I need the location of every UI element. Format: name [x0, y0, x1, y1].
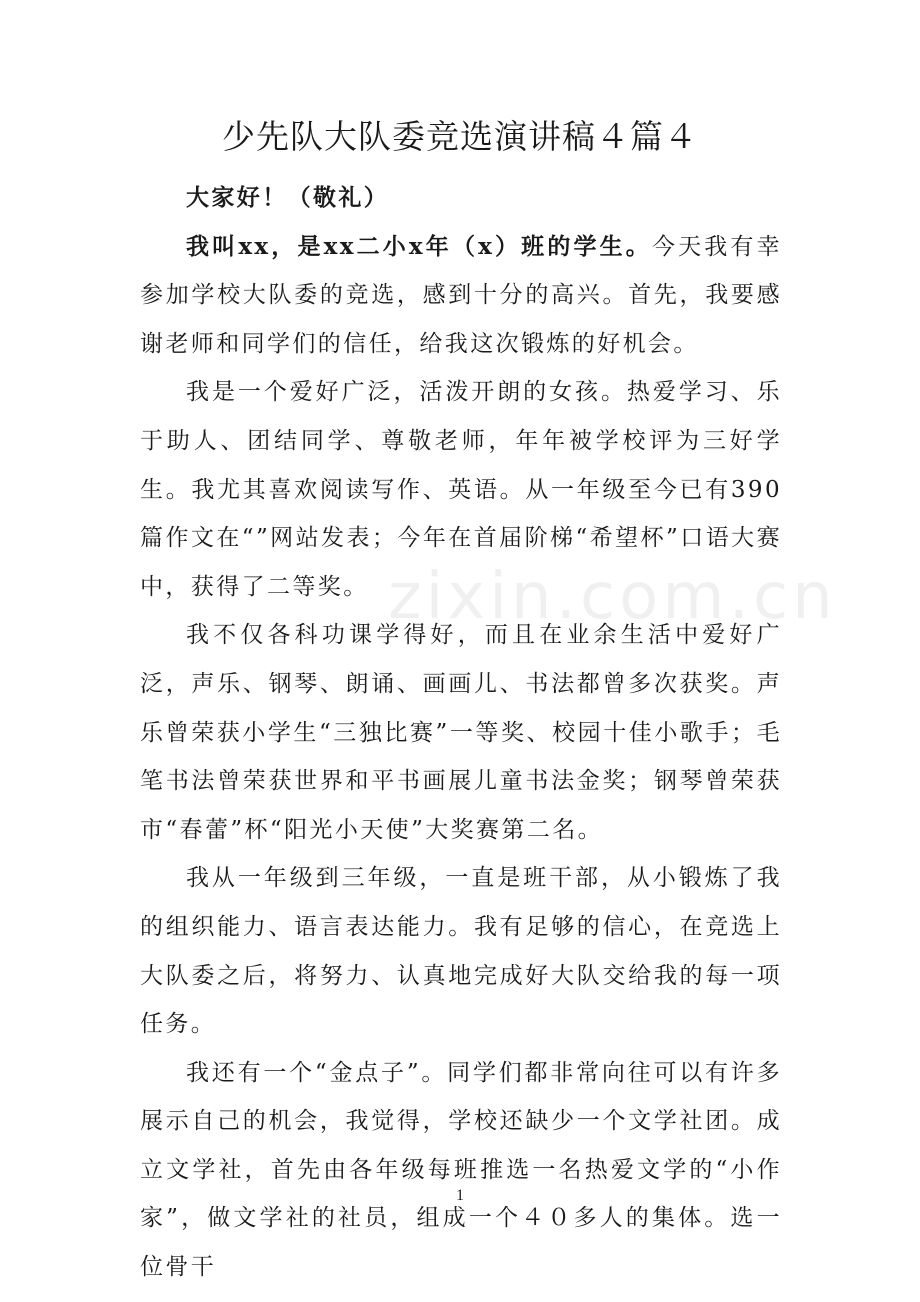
page-number: 1: [456, 1187, 464, 1204]
document-title: 少先队大队委竞选演讲稿４篇４: [222, 117, 698, 156]
intro-text: 今天我有幸参加学校大队委的竞选，感到十分的高兴。首先，我要感谢老师和同学们的信任，给我这次锻炼的好机会。: [140, 233, 782, 357]
document-body: [140, 174, 782, 1292]
watermark: zixin.com.cn: [388, 560, 837, 634]
intro-paragraph: [140, 223, 782, 369]
body-paragraph-experience: 我从一年级到三年级，一直是班干部，从小锻炼了我的组织能力、语言表达能力。我有足够的信心，在竞选上大队委之后，将努力、认真地完成好大队交给我的每一项任务。: [140, 865, 782, 1038]
body-paragraph-awards: 我不仅各科功课学得好，而且在业余生活中爱好广泛，声乐、钢琴、朗诵、画画儿、书法都曾多次获奖。声乐曾荣获小学生“三独比赛”一等奖、校园十佳小歌手；毛笔书法曾荣获世界和平书画展儿童书法金奖；钢琴曾荣获市“春蕾”杯“阳光小天使”大奖赛第二名。: [140, 622, 782, 843]
intro-bold-text: 我叫xx，是xx二小x年（x）班的学生。: [186, 232, 652, 260]
body-paragraph-idea: 我还有一个“金点子”。同学们都非常向往可以有许多展示自己的机会，我觉得，学校还缺少一个文学社团。成立文学社，首先由各年级每班推选一名热爱文学的“小作家”，做文学社的社员，组成一个４０多人的集体。选一位骨干: [140, 1059, 782, 1281]
greeting-paragraph: 大家好！（敬礼）: [186, 184, 390, 211]
body-paragraph-hobbies: 我是一个爱好广泛，活泼开朗的女孩。热爱学习、乐于助人、团结同学、尊敬老师，年年被学校评为三好学生。我尤其喜欢阅读写作、英语。从一年级至今已有390篇作文在“”网站发表；今年在首届阶梯“希望杯”口语大赛中，获得了二等奖。: [140, 379, 782, 600]
